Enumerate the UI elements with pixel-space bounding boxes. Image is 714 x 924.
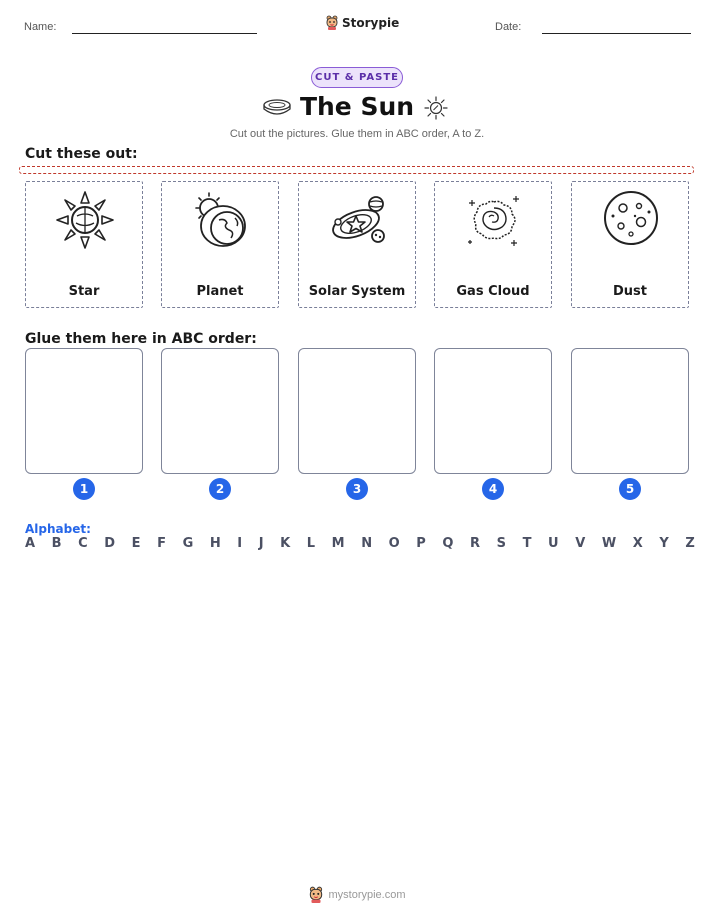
name-label: Name: bbox=[24, 21, 57, 33]
cutout-card[interactable] bbox=[161, 181, 279, 308]
alphabet-letter: A bbox=[25, 536, 36, 551]
cutout-card[interactable] bbox=[298, 181, 416, 308]
slot-number-badge: 1 bbox=[73, 478, 95, 500]
cut-heading: Cut these out: bbox=[25, 146, 138, 162]
glue-heading: Glue them here in ABC order: bbox=[25, 331, 257, 347]
alphabet-letter: Y bbox=[659, 536, 669, 551]
glue-slot-1[interactable] bbox=[25, 348, 143, 474]
footer bbox=[0, 886, 714, 903]
solar-system-icon bbox=[328, 190, 388, 250]
glue-slot-4[interactable] bbox=[434, 348, 552, 474]
storypie-mascot-icon bbox=[325, 15, 339, 30]
name-field[interactable] bbox=[72, 33, 257, 34]
sun-small-icon bbox=[423, 95, 449, 121]
alphabet-letter: J bbox=[258, 536, 264, 551]
glue-slot-5[interactable] bbox=[571, 348, 689, 474]
alphabet-letter: X bbox=[632, 536, 643, 551]
card-label: Dust bbox=[613, 284, 647, 299]
alphabet-letter: W bbox=[601, 536, 617, 551]
alphabet-letter: V bbox=[575, 536, 586, 551]
brand-logo bbox=[325, 15, 399, 30]
activity-badge: CUT & PASTE bbox=[311, 67, 403, 88]
alphabet-letter: P bbox=[416, 536, 426, 551]
date-field[interactable] bbox=[542, 33, 691, 34]
alphabet-letter: L bbox=[306, 536, 316, 551]
card-label: Solar System bbox=[308, 284, 406, 299]
alphabet-letter: G bbox=[182, 536, 194, 551]
instructions: Cut out the pictures. Glue them in ABC order, A to Z. bbox=[229, 128, 485, 140]
card-label: Star bbox=[68, 284, 100, 299]
alphabet-letter: K bbox=[280, 536, 291, 551]
slot-number-badge: 5 bbox=[619, 478, 641, 500]
slot-number-badge: 4 bbox=[482, 478, 504, 500]
alphabet-row bbox=[25, 536, 695, 551]
alphabet-letter: U bbox=[548, 536, 559, 551]
alphabet-letter: T bbox=[522, 536, 532, 551]
planet-icon bbox=[191, 190, 251, 250]
slot-number-badge: 3 bbox=[346, 478, 368, 500]
date-label: Date: bbox=[495, 21, 522, 33]
cutout-card[interactable] bbox=[434, 181, 552, 308]
moon-dust-icon bbox=[601, 190, 661, 250]
alphabet-letter: M bbox=[331, 536, 345, 551]
alphabet-letter: D bbox=[104, 536, 116, 551]
alphabet-letter: I bbox=[237, 536, 243, 551]
alphabet-letter: H bbox=[209, 536, 221, 551]
card-label: Gas Cloud bbox=[456, 284, 530, 299]
alphabet-letter: F bbox=[157, 536, 166, 551]
alphabet-letter: R bbox=[470, 536, 481, 551]
page-title: The Sun bbox=[299, 92, 415, 121]
footer-site-link[interactable]: mystorypie.com bbox=[328, 888, 406, 901]
alphabet-letter: Z bbox=[685, 536, 695, 551]
slot-number-badge: 2 bbox=[209, 478, 231, 500]
storypie-mascot-icon bbox=[308, 886, 324, 903]
glue-slot-3[interactable] bbox=[298, 348, 416, 474]
alphabet-letter: E bbox=[131, 536, 141, 551]
sun-icon bbox=[55, 190, 115, 250]
cutout-card[interactable] bbox=[25, 181, 143, 308]
alphabet-heading: Alphabet: bbox=[25, 522, 91, 536]
alphabet-letter: O bbox=[388, 536, 400, 551]
alphabet-letter: B bbox=[51, 536, 62, 551]
glue-slot-2[interactable] bbox=[161, 348, 279, 474]
card-label: Planet bbox=[196, 284, 244, 299]
alphabet-letter: N bbox=[361, 536, 373, 551]
brand-name: Storypie bbox=[342, 15, 400, 30]
gas-cloud-icon bbox=[464, 190, 524, 250]
cut-guide-line bbox=[19, 166, 694, 174]
alphabet-letter: Q bbox=[442, 536, 454, 551]
alphabet-letter: C bbox=[78, 536, 88, 551]
cutout-card[interactable] bbox=[571, 181, 689, 308]
alphabet-letter: S bbox=[496, 536, 507, 551]
